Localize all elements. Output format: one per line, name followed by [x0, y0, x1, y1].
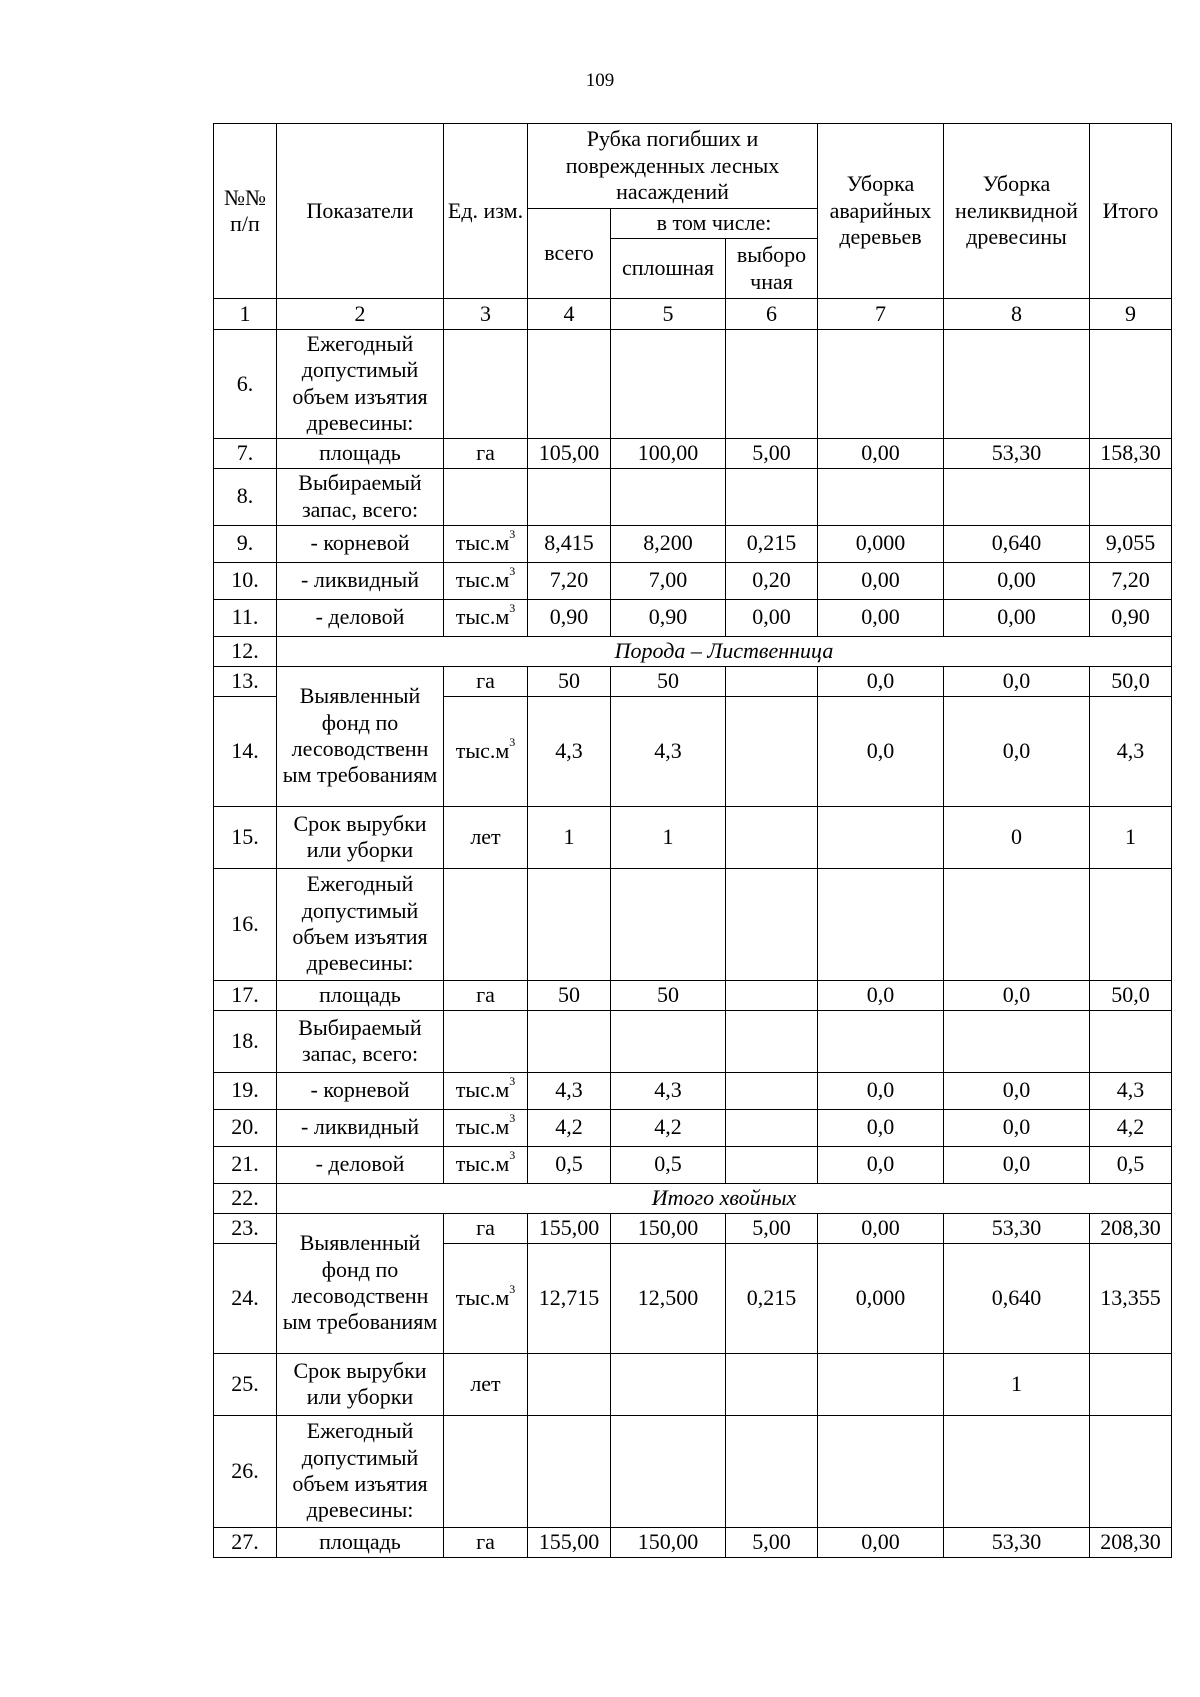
row-number: 17.: [214, 980, 277, 1010]
clear-cell: 8,200: [611, 525, 726, 562]
indicator-cell: Срок вырубки или уборки: [277, 806, 444, 868]
total-cell: 0,5: [528, 1146, 611, 1183]
unit-superscript: 3: [509, 1074, 516, 1089]
selective-cell: [726, 806, 818, 868]
row-number: 20.: [214, 1109, 277, 1146]
row-number: 11.: [214, 599, 277, 636]
indicator-cell: Ежегодный допустимый объем изъятия древесины:: [277, 1415, 444, 1527]
column-number: 3: [444, 299, 528, 330]
selective-cell: [726, 1353, 818, 1415]
grand-total-cell: [1090, 330, 1172, 439]
header-num: №№ п/п: [214, 124, 277, 299]
row-number: 15.: [214, 806, 277, 868]
indicator-cell: Ежегодный допустимый объем изъятия древесины:: [277, 330, 444, 439]
emergency-cell: [818, 868, 944, 980]
illiquid-cell: 0,0: [944, 1109, 1090, 1146]
total-cell: 12,715: [528, 1243, 611, 1353]
selective-cell: [726, 868, 818, 980]
clear-cell: 150,00: [611, 1213, 726, 1243]
illiquid-cell: 53,30: [944, 438, 1090, 468]
indicator-cell: Выявленный фонд по лесоводственн ым требованиям: [277, 666, 444, 806]
unit-cell: га: [444, 1213, 528, 1243]
emergency-cell: 0,0: [818, 1072, 944, 1109]
unit-superscript: 3: [509, 734, 516, 749]
column-number: 9: [1090, 299, 1172, 330]
total-cell: [528, 1353, 611, 1415]
emergency-cell: [818, 1415, 944, 1527]
header-illiquid: Уборка неликвидной древесины: [944, 124, 1090, 299]
table-row: [214, 1183, 1172, 1213]
header-total-all: всего: [528, 209, 611, 299]
column-number: 8: [944, 299, 1090, 330]
unit-cell: [444, 1243, 528, 1353]
selective-cell: [726, 468, 818, 525]
total-cell: [528, 1010, 611, 1072]
table-body: [214, 330, 1172, 1558]
emergency-cell: [818, 806, 944, 868]
unit-cell: [444, 468, 528, 525]
emergency-cell: 0,0: [818, 1109, 944, 1146]
unit-cell: га: [444, 980, 528, 1010]
column-number-row: [214, 299, 1172, 330]
indicator-cell: площадь: [277, 438, 444, 468]
header-felling: Рубка погибших и поврежденных лесных насаждений: [528, 124, 818, 209]
row-number: 24.: [214, 1243, 277, 1353]
row-number: 12.: [214, 636, 277, 666]
table-row: [214, 1146, 1172, 1183]
table-row: [214, 1213, 1172, 1243]
row-number: 10.: [214, 562, 277, 599]
row-number: 9.: [214, 525, 277, 562]
selective-cell: 0,215: [726, 1243, 818, 1353]
emergency-cell: 0,000: [818, 525, 944, 562]
total-cell: 105,00: [528, 438, 611, 468]
clear-cell: 7,00: [611, 562, 726, 599]
emergency-cell: 0,0: [818, 696, 944, 806]
unit-text: тыс.м: [455, 1284, 510, 1310]
selective-cell: [726, 980, 818, 1010]
table-row: [214, 438, 1172, 468]
unit-cell: [444, 868, 528, 980]
total-cell: 4,2: [528, 1109, 611, 1146]
emergency-cell: 0,0: [818, 980, 944, 1010]
unit-cell: [444, 1109, 528, 1146]
table-row: [214, 636, 1172, 666]
selective-cell: [726, 1109, 818, 1146]
table-row: [214, 806, 1172, 868]
total-cell: [528, 330, 611, 439]
clear-cell: 4,3: [611, 1072, 726, 1109]
table-row: [214, 330, 1172, 439]
selective-cell: [726, 1146, 818, 1183]
row-number: 18.: [214, 1010, 277, 1072]
grand-total-cell: 4,2: [1090, 1109, 1172, 1146]
table-row: [214, 525, 1172, 562]
clear-cell: [611, 1353, 726, 1415]
grand-total-cell: 7,20: [1090, 562, 1172, 599]
total-cell: [528, 868, 611, 980]
row-number: 6.: [214, 330, 277, 439]
grand-total-cell: 208,30: [1090, 1527, 1172, 1557]
total-cell: 50: [528, 666, 611, 696]
illiquid-cell: 0,0: [944, 696, 1090, 806]
unit-text: тыс.м: [455, 567, 510, 593]
clear-cell: [611, 868, 726, 980]
emergency-cell: [818, 330, 944, 439]
column-number: 5: [611, 299, 726, 330]
emergency-cell: 0,000: [818, 1243, 944, 1353]
selective-cell: [726, 666, 818, 696]
illiquid-cell: 0,00: [944, 562, 1090, 599]
row-number: 25.: [214, 1353, 277, 1415]
indicator-cell: Срок вырубки или уборки: [277, 1353, 444, 1415]
table-row: [214, 1353, 1172, 1415]
header-indicator: Показатели: [277, 124, 444, 299]
selective-cell: [726, 1072, 818, 1109]
grand-total-cell: 4,3: [1090, 696, 1172, 806]
emergency-cell: [818, 1010, 944, 1072]
total-cell: 50: [528, 980, 611, 1010]
illiquid-cell: 0,0: [944, 1072, 1090, 1109]
unit-cell: га: [444, 438, 528, 468]
table-row: [214, 1415, 1172, 1527]
header-emergency: Уборка аварийных деревьев: [818, 124, 944, 299]
grand-total-cell: [1090, 1353, 1172, 1415]
unit-text: тыс.м: [455, 1077, 510, 1103]
indicator-cell: Выявленный фонд по лесоводственн ым требованиям: [277, 1213, 444, 1353]
column-number: 6: [726, 299, 818, 330]
illiquid-cell: 0,00: [944, 599, 1090, 636]
row-number: 22.: [214, 1183, 277, 1213]
total-cell: 155,00: [528, 1213, 611, 1243]
emergency-cell: 0,00: [818, 438, 944, 468]
clear-cell: [611, 330, 726, 439]
header-including: в том числе:: [611, 209, 818, 239]
clear-cell: 4,3: [611, 696, 726, 806]
unit-superscript: 3: [509, 1148, 516, 1163]
forest-indicators-table: [213, 123, 1172, 1558]
unit-cell: [444, 1146, 528, 1183]
header-grand-total: Итого: [1090, 124, 1172, 299]
table-row: [214, 468, 1172, 525]
page-number: 109: [585, 70, 615, 91]
table-row: [214, 599, 1172, 636]
table-row: [214, 666, 1172, 696]
grand-total-cell: 50,0: [1090, 980, 1172, 1010]
unit-text: тыс.м: [455, 604, 510, 630]
selective-cell: [726, 696, 818, 806]
clear-cell: [611, 1010, 726, 1072]
table-row: [214, 980, 1172, 1010]
unit-text: тыс.м: [455, 737, 510, 763]
grand-total-cell: 208,30: [1090, 1213, 1172, 1243]
table-row: [214, 1527, 1172, 1557]
grand-total-cell: [1090, 868, 1172, 980]
unit-superscript: 3: [509, 601, 516, 616]
unit-superscript: 3: [509, 1281, 516, 1296]
illiquid-cell: 0,0: [944, 666, 1090, 696]
column-number: 1: [214, 299, 277, 330]
selective-cell: 5,00: [726, 438, 818, 468]
unit-text: тыс.м: [455, 530, 510, 556]
row-number: 19.: [214, 1072, 277, 1109]
unit-cell: лет: [444, 1353, 528, 1415]
illiquid-cell: 0,640: [944, 1243, 1090, 1353]
grand-total-cell: 50,0: [1090, 666, 1172, 696]
row-number: 27.: [214, 1527, 277, 1557]
total-cell: [528, 1415, 611, 1527]
unit-cell: [444, 696, 528, 806]
table-row: [214, 868, 1172, 980]
grand-total-cell: 13,355: [1090, 1243, 1172, 1353]
selective-cell: 5,00: [726, 1527, 818, 1557]
indicator-cell: - ликвидный: [277, 1109, 444, 1146]
illiquid-cell: 1: [944, 1353, 1090, 1415]
indicator-cell: - деловой: [277, 599, 444, 636]
selective-cell: [726, 330, 818, 439]
clear-cell: 50: [611, 980, 726, 1010]
illiquid-cell: 0,640: [944, 525, 1090, 562]
clear-cell: [611, 1415, 726, 1527]
row-number: 7.: [214, 438, 277, 468]
clear-cell: 4,2: [611, 1109, 726, 1146]
clear-cell: 0,5: [611, 1146, 726, 1183]
selective-cell: [726, 1415, 818, 1527]
row-number: 13.: [214, 666, 277, 696]
indicator-cell: площадь: [277, 1527, 444, 1557]
total-cell: 1: [528, 806, 611, 868]
unit-text: тыс.м: [455, 1151, 510, 1177]
clear-cell: 50: [611, 666, 726, 696]
header-clear: сплошная: [611, 239, 726, 299]
unit-cell: [444, 599, 528, 636]
total-cell: 155,00: [528, 1527, 611, 1557]
illiquid-cell: [944, 1415, 1090, 1527]
grand-total-cell: [1090, 1010, 1172, 1072]
unit-cell: [444, 1010, 528, 1072]
total-cell: [528, 468, 611, 525]
total-cell: 8,415: [528, 525, 611, 562]
illiquid-cell: [944, 468, 1090, 525]
row-number: 14.: [214, 696, 277, 806]
illiquid-cell: 0,0: [944, 980, 1090, 1010]
indicator-cell: Выбираемый запас, всего:: [277, 468, 444, 525]
header-unit: Ед. изм.: [444, 124, 528, 299]
emergency-cell: 0,00: [818, 599, 944, 636]
total-cell: 0,90: [528, 599, 611, 636]
unit-cell: лет: [444, 806, 528, 868]
unit-superscript: 3: [509, 564, 516, 579]
illiquid-cell: 0: [944, 806, 1090, 868]
indicator-cell: - деловой: [277, 1146, 444, 1183]
table-row: [214, 1109, 1172, 1146]
unit-cell: [444, 330, 528, 439]
row-number: 23.: [214, 1213, 277, 1243]
emergency-cell: [818, 1353, 944, 1415]
emergency-cell: 0,0: [818, 666, 944, 696]
clear-cell: 1: [611, 806, 726, 868]
selective-cell: 5,00: [726, 1213, 818, 1243]
section-title: Порода – Лиственница: [277, 636, 1172, 666]
grand-total-cell: [1090, 468, 1172, 525]
indicator-cell: Ежегодный допустимый объем изъятия древесины:: [277, 868, 444, 980]
indicator-cell: - корневой: [277, 525, 444, 562]
section-title: Итого хвойных: [277, 1183, 1172, 1213]
unit-superscript: 3: [509, 1111, 516, 1126]
selective-cell: 0,00: [726, 599, 818, 636]
indicator-cell: - корневой: [277, 1072, 444, 1109]
table-row: [214, 1010, 1172, 1072]
clear-cell: 0,90: [611, 599, 726, 636]
selective-cell: 0,215: [726, 525, 818, 562]
grand-total-cell: 4,3: [1090, 1072, 1172, 1109]
illiquid-cell: [944, 868, 1090, 980]
grand-total-cell: 0,5: [1090, 1146, 1172, 1183]
grand-total-cell: [1090, 1415, 1172, 1527]
header-selective: выборо чная: [726, 239, 818, 299]
illiquid-cell: 53,30: [944, 1527, 1090, 1557]
unit-superscript: 3: [509, 527, 516, 542]
indicator-cell: Выбираемый запас, всего:: [277, 1010, 444, 1072]
unit-cell: [444, 562, 528, 599]
illiquid-cell: [944, 330, 1090, 439]
unit-cell: [444, 525, 528, 562]
emergency-cell: 0,0: [818, 1146, 944, 1183]
total-cell: 4,3: [528, 696, 611, 806]
unit-cell: [444, 1415, 528, 1527]
emergency-cell: [818, 468, 944, 525]
table-row: [214, 562, 1172, 599]
total-cell: 4,3: [528, 1072, 611, 1109]
row-number: 26.: [214, 1415, 277, 1527]
grand-total-cell: 1: [1090, 806, 1172, 868]
emergency-cell: 0,00: [818, 1527, 944, 1557]
clear-cell: 100,00: [611, 438, 726, 468]
selective-cell: [726, 1010, 818, 1072]
row-number: 8.: [214, 468, 277, 525]
column-number: 4: [528, 299, 611, 330]
illiquid-cell: [944, 1010, 1090, 1072]
row-number: 16.: [214, 868, 277, 980]
unit-text: тыс.м: [455, 1114, 510, 1140]
column-number: 7: [818, 299, 944, 330]
unit-cell: га: [444, 666, 528, 696]
row-number: 21.: [214, 1146, 277, 1183]
emergency-cell: 0,00: [818, 562, 944, 599]
indicator-cell: - ликвидный: [277, 562, 444, 599]
clear-cell: [611, 468, 726, 525]
column-number: 2: [277, 299, 444, 330]
unit-cell: га: [444, 1527, 528, 1557]
unit-cell: [444, 1072, 528, 1109]
indicator-cell: площадь: [277, 980, 444, 1010]
table-row: [214, 1072, 1172, 1109]
clear-cell: 150,00: [611, 1527, 726, 1557]
selective-cell: 0,20: [726, 562, 818, 599]
emergency-cell: 0,00: [818, 1213, 944, 1243]
grand-total-cell: 158,30: [1090, 438, 1172, 468]
clear-cell: 12,500: [611, 1243, 726, 1353]
total-cell: 7,20: [528, 562, 611, 599]
grand-total-cell: 0,90: [1090, 599, 1172, 636]
grand-total-cell: 9,055: [1090, 525, 1172, 562]
illiquid-cell: 53,30: [944, 1213, 1090, 1243]
illiquid-cell: 0,0: [944, 1146, 1090, 1183]
